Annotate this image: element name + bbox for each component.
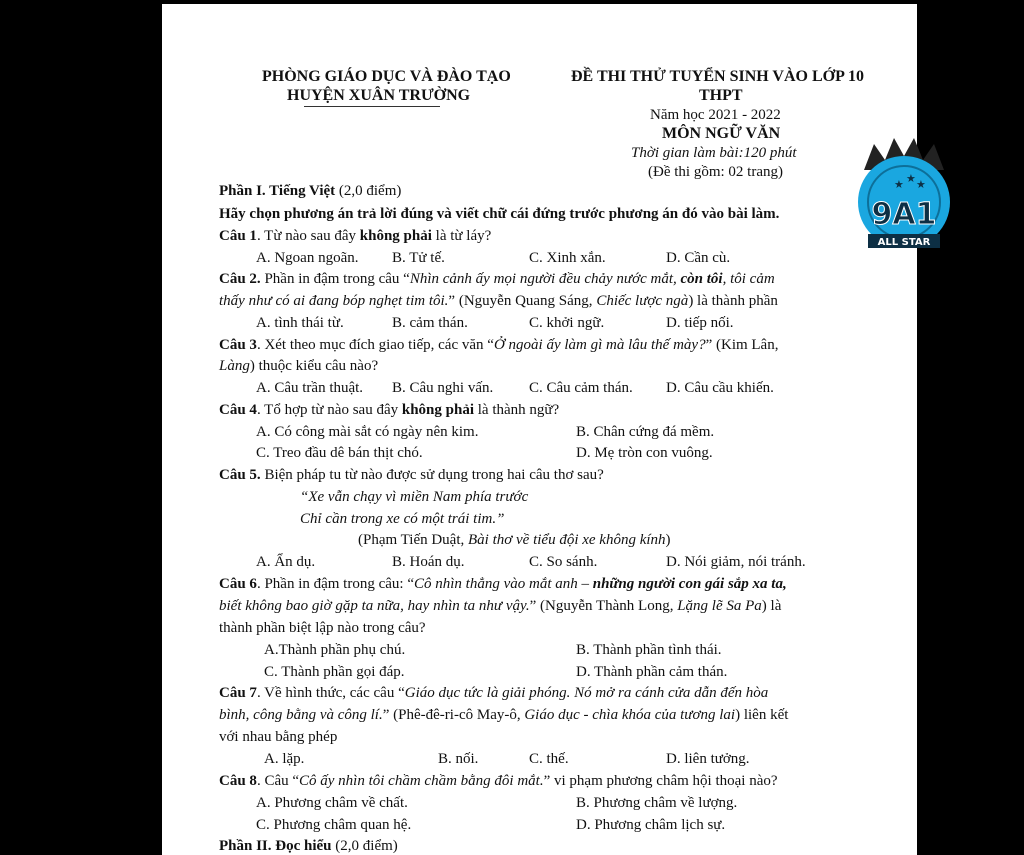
q4-option-d: D. Mẹ tròn con vuông. <box>576 445 713 461</box>
question-6-line3: thành phần biệt lập nào trong câu? <box>219 620 426 636</box>
q5-option-c: C. So sánh. <box>529 554 598 570</box>
svg-text:★: ★ <box>906 172 916 185</box>
q7-option-a: A. lặp. <box>264 751 305 767</box>
question-6-line1: Câu 6. Phần in đậm trong câu: “Cô nhìn thẳng vào mắt anh – những người con gái sắp xa ta, <box>219 576 787 592</box>
q3-option-c: C. Câu cảm thán. <box>529 380 633 396</box>
q3-option-d: D. Câu cầu khiến. <box>666 380 774 396</box>
question-2-line2: thấy như có ai đang bóp nghẹt tim tôi.” (Nguyễn Quang Sáng, Chiếc lược ngà) là thành phần <box>219 293 778 309</box>
q8-option-a: A. Phương châm về chất. <box>256 795 408 811</box>
part1-heading: Phần I. Tiếng Việt (2,0 điểm) <box>219 183 402 199</box>
q4-option-c: C. Treo đầu dê bán thịt chó. <box>256 445 423 461</box>
q4-option-b: B. Chân cứng đá mềm. <box>576 424 715 440</box>
q3-option-b: B. Câu nghi vấn. <box>392 380 494 396</box>
exam-title-line2: THPT <box>699 87 743 104</box>
q2-option-d: D. tiếp nối. <box>666 315 734 331</box>
svg-text:★: ★ <box>916 178 926 191</box>
question-3-line1: Câu 3. Xét theo mục đích giao tiếp, các văn “Ở ngoài ấy làm gì mà lâu thế mày?” (Kim Lân, <box>219 337 779 353</box>
question-1: Câu 1. Từ nào sau đây không phải là từ láy? <box>219 228 492 244</box>
q7-option-d: D. liên tưởng. <box>666 751 750 767</box>
q7-option-c: C. thế. <box>529 751 569 767</box>
question-7-line3: với nhau bằng phép <box>219 729 338 745</box>
q5-poem-source: (Phạm Tiến Duật, Bài thơ về tiểu đội xe không kính) <box>358 532 671 548</box>
question-8: Câu 8. Câu “Cô ấy nhìn tôi chầm chầm bằng đôi mắt.” vi phạm phương châm hội thoại nào? <box>219 773 778 789</box>
question-5: Câu 5. Biện pháp tu từ nào được sử dụng trong hai câu thơ sau? <box>219 467 604 483</box>
svg-text:★: ★ <box>894 178 904 191</box>
district-underline <box>304 106 440 107</box>
page-count: (Đề thi gồm: 02 trang) <box>648 164 783 180</box>
district-name: HUYỆN XUÂN TRƯỜNG <box>287 87 471 104</box>
question-7-line2: bình, công bằng và công lí.” (Phê-đê-ri-cô May-ô, Giáo dục - chìa khóa của tương lai) liên kết <box>219 707 789 723</box>
question-3-line2: Làng) thuộc kiểu câu nào? <box>219 358 379 374</box>
q8-option-b: B. Phương châm về lượng. <box>576 795 738 811</box>
part1-instruction: Hãy chọn phương án trả lời đúng và viết chữ cái đứng trước phương án đó vào bài làm. <box>219 206 780 222</box>
q5-poem-line2: Chỉ cần trong xe có một trái tim.” <box>300 511 505 527</box>
q3-option-a: A. Câu trần thuật. <box>256 380 364 396</box>
time-limit: Thời gian làm bài:120 phút <box>631 145 797 161</box>
q1-option-c: C. Xinh xắn. <box>529 250 606 266</box>
q6-option-c: C. Thành phần gọi đáp. <box>264 664 405 680</box>
q1-option-a: A. Ngoan ngoãn. <box>256 250 359 266</box>
q8-option-d: D. Phương châm lịch sự. <box>576 817 726 833</box>
q2-option-a: A. tình thái từ. <box>256 315 344 331</box>
question-4: Câu 4. Tổ hợp từ nào sau đây không phải là thành ngữ? <box>219 402 560 418</box>
q7-option-b: B. nối. <box>438 751 479 767</box>
q6-option-a: A.Thành phần phụ chú. <box>264 642 406 658</box>
q2-option-c: C. khởi ngữ. <box>529 315 605 331</box>
q5-poem-line1: “Xe vẫn chạy vì miền Nam phía trước <box>300 489 529 505</box>
q8-option-c: C. Phương châm quan hệ. <box>256 817 412 833</box>
badge-sub: ALL STAR <box>877 237 931 248</box>
logo-badge <box>858 130 950 254</box>
part2-heading: Phần II. Đọc hiểu (2,0 điểm) <box>219 838 398 854</box>
question-7-line1: Câu 7. Về hình thức, các câu “Giáo dục tức là giải phóng. Nó mở ra cánh cửa dẫn đến hòa <box>219 685 769 701</box>
school-year: Năm học 2021 - 2022 <box>650 107 781 123</box>
dept-name: PHÒNG GIÁO DỤC VÀ ĐÀO TẠO <box>262 68 511 85</box>
q4-option-a: A. Có công mài sắt có ngày nên kim. <box>256 424 479 440</box>
q5-option-a: A. Ẩn dụ. <box>256 554 316 570</box>
q1-option-b: B. Tử tế. <box>392 250 445 266</box>
exam-title: ĐỀ THI THỬ TUYỂN SINH VÀO LỚP 10 <box>571 68 864 85</box>
q5-option-b: B. Hoán dụ. <box>392 554 465 570</box>
q5-option-d: D. Nói giảm, nói tránh. <box>666 554 806 570</box>
q6-option-b: B. Thành phần tình thái. <box>576 642 722 658</box>
q2-option-b: B. cảm thán. <box>392 315 468 331</box>
question-2-line1: Câu 2. Phần in đậm trong câu “Nhìn cảnh ấy mọi người đều chảy nước mắt, còn tôi, tôi cảm <box>219 271 775 287</box>
q1-option-d: D. Cần cù. <box>666 250 731 266</box>
question-6-line2: biết không bao giờ gặp ta nữa, hay nhìn ta như vậy.” (Nguyễn Thành Long, Lặng lẽ Sa Pa) là <box>219 598 782 614</box>
badge-text: 9A1 <box>871 197 937 232</box>
q6-option-d: D. Thành phần cảm thán. <box>576 664 728 680</box>
subject-title: MÔN NGỮ VĂN <box>662 125 781 142</box>
